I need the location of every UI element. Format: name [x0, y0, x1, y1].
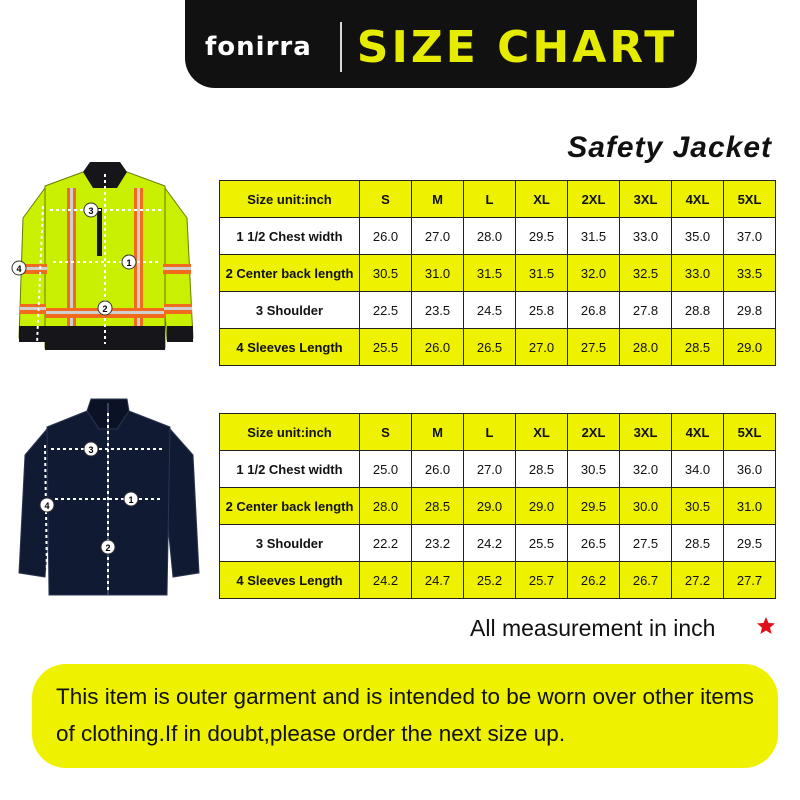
table-header-cell: S — [360, 181, 412, 218]
table-row — [220, 525, 776, 562]
hivis-jacket-illustration — [5, 158, 205, 368]
table-cell: 31.0 — [412, 255, 464, 292]
marker-1 — [122, 255, 136, 269]
table-header-cell: L — [464, 181, 516, 218]
table-header-cell: XL — [516, 414, 568, 451]
table-cell: 32.0 — [568, 255, 620, 292]
page-title: SIZE CHART — [356, 22, 678, 73]
table-header-cell: Size unit:inch — [220, 181, 360, 218]
table-cell: 26.7 — [620, 562, 672, 599]
marker-1 — [124, 492, 138, 506]
marker-3 — [84, 442, 98, 456]
table-cell: 24.5 — [464, 292, 516, 329]
table-cell: 31.0 — [724, 488, 776, 525]
table-header-cell: 5XL — [724, 181, 776, 218]
table-header-cell: M — [412, 181, 464, 218]
table-cell: 30.0 — [620, 488, 672, 525]
table-cell: 26.8 — [568, 292, 620, 329]
row-label: 1 1/2 Chest width — [220, 451, 360, 488]
table-cell: 26.2 — [568, 562, 620, 599]
table-header-cell: 3XL — [620, 414, 672, 451]
table-cell: 26.5 — [464, 329, 516, 366]
table-cell: 28.0 — [464, 218, 516, 255]
table-cell: 27.5 — [620, 525, 672, 562]
table-cell: 32.0 — [620, 451, 672, 488]
table-cell: 25.2 — [464, 562, 516, 599]
table-cell: 25.7 — [516, 562, 568, 599]
table-cell: 22.2 — [360, 525, 412, 562]
table-cell: 28.5 — [672, 329, 724, 366]
marker-3-label: 3 — [88, 445, 94, 455]
table-header-cell: 4XL — [672, 414, 724, 451]
table-cell: 27.0 — [516, 329, 568, 366]
table-header-row — [220, 181, 776, 218]
table-cell: 35.0 — [672, 218, 724, 255]
table-cell: 31.5 — [568, 218, 620, 255]
measurement-note: All measurement in inch — [470, 615, 716, 641]
table-cell: 27.0 — [412, 218, 464, 255]
marker-4-label: 4 — [44, 501, 50, 511]
marker-4-label: 4 — [16, 264, 22, 274]
table-cell: 31.5 — [464, 255, 516, 292]
table-row — [220, 451, 776, 488]
table-header-cell: Size unit:inch — [220, 414, 360, 451]
row-label: 3 Shoulder — [220, 525, 360, 562]
marker-4 — [40, 498, 54, 512]
table-cell: 24.7 — [412, 562, 464, 599]
table-cell: 25.5 — [360, 329, 412, 366]
table-cell: 28.5 — [412, 488, 464, 525]
table-cell: 25.8 — [516, 292, 568, 329]
table-cell: 29.0 — [724, 329, 776, 366]
table-cell: 30.5 — [360, 255, 412, 292]
table-cell: 27.2 — [672, 562, 724, 599]
table-cell: 36.0 — [724, 451, 776, 488]
table-cell: 37.0 — [724, 218, 776, 255]
table-header-cell: XL — [516, 181, 568, 218]
table-header-cell: M — [412, 414, 464, 451]
table-cell: 29.5 — [568, 488, 620, 525]
table-row — [220, 292, 776, 329]
table-cell: 29.0 — [516, 488, 568, 525]
table-header-cell: 3XL — [620, 181, 672, 218]
row-label: 3 Shoulder — [220, 292, 360, 329]
brand-logo: fonirra — [205, 32, 312, 62]
table-header-cell: L — [464, 414, 516, 451]
table-cell: 28.0 — [360, 488, 412, 525]
table-cell: 29.8 — [724, 292, 776, 329]
table-cell: 26.0 — [412, 451, 464, 488]
table-header-cell: 4XL — [672, 181, 724, 218]
size-table-fleece — [219, 413, 776, 599]
table-header-cell: 2XL — [568, 414, 620, 451]
fleece-jacket-illustration — [5, 395, 210, 610]
marker-2-label: 2 — [105, 543, 111, 553]
table-header-cell: S — [360, 414, 412, 451]
marker-1-label: 1 — [128, 495, 134, 505]
table-cell: 24.2 — [464, 525, 516, 562]
table-cell: 22.5 — [360, 292, 412, 329]
table-row — [220, 562, 776, 599]
star-icon — [756, 616, 776, 636]
marker-1-label: 1 — [126, 258, 132, 268]
table-cell: 29.5 — [516, 218, 568, 255]
table-cell: 26.0 — [360, 218, 412, 255]
marker-2 — [101, 540, 115, 554]
table-cell: 33.0 — [620, 218, 672, 255]
table-row — [220, 329, 776, 366]
marker-4 — [12, 261, 26, 275]
marker-3 — [84, 203, 98, 217]
table-cell: 33.5 — [724, 255, 776, 292]
table-cell: 28.0 — [620, 329, 672, 366]
row-label: 1 1/2 Chest width — [220, 218, 360, 255]
row-label: 4 Sleeves Length — [220, 329, 360, 366]
table-cell: 27.0 — [464, 451, 516, 488]
table-cell: 24.2 — [360, 562, 412, 599]
table-cell: 33.0 — [672, 255, 724, 292]
table-cell: 32.5 — [620, 255, 672, 292]
table-cell: 27.8 — [620, 292, 672, 329]
table-cell: 31.5 — [516, 255, 568, 292]
table-cell: 29.0 — [464, 488, 516, 525]
table-cell: 27.7 — [724, 562, 776, 599]
row-label: 4 Sleeves Length — [220, 562, 360, 599]
banner-divider — [340, 22, 342, 72]
table-cell: 34.0 — [672, 451, 724, 488]
row-label: 2 Center back length — [220, 488, 360, 525]
disclaimer-box: This item is outer garment and is intended to be worn over other items of clothing.If in doubt,please order the next size up. — [32, 664, 778, 768]
table-header-cell: 2XL — [568, 181, 620, 218]
marker-2-label: 2 — [102, 304, 108, 314]
row-label: 2 Center back length — [220, 255, 360, 292]
table-header-cell: 5XL — [724, 414, 776, 451]
table-cell: 28.5 — [516, 451, 568, 488]
product-subtitle: Safety Jacket — [567, 131, 772, 164]
table-cell: 30.5 — [568, 451, 620, 488]
table-cell: 23.5 — [412, 292, 464, 329]
table-header-row — [220, 414, 776, 451]
marker-3-label: 3 — [88, 206, 94, 216]
table-cell: 26.0 — [412, 329, 464, 366]
table-cell: 28.5 — [672, 525, 724, 562]
size-table-hivis — [219, 180, 776, 366]
table-cell: 25.5 — [516, 525, 568, 562]
table-cell: 28.8 — [672, 292, 724, 329]
table-cell: 23.2 — [412, 525, 464, 562]
table-cell: 30.5 — [672, 488, 724, 525]
table-cell: 29.5 — [724, 525, 776, 562]
table-row — [220, 218, 776, 255]
marker-2 — [98, 301, 112, 315]
table-row — [220, 488, 776, 525]
table-cell: 25.0 — [360, 451, 412, 488]
table-row — [220, 255, 776, 292]
table-cell: 27.5 — [568, 329, 620, 366]
table-cell: 26.5 — [568, 525, 620, 562]
